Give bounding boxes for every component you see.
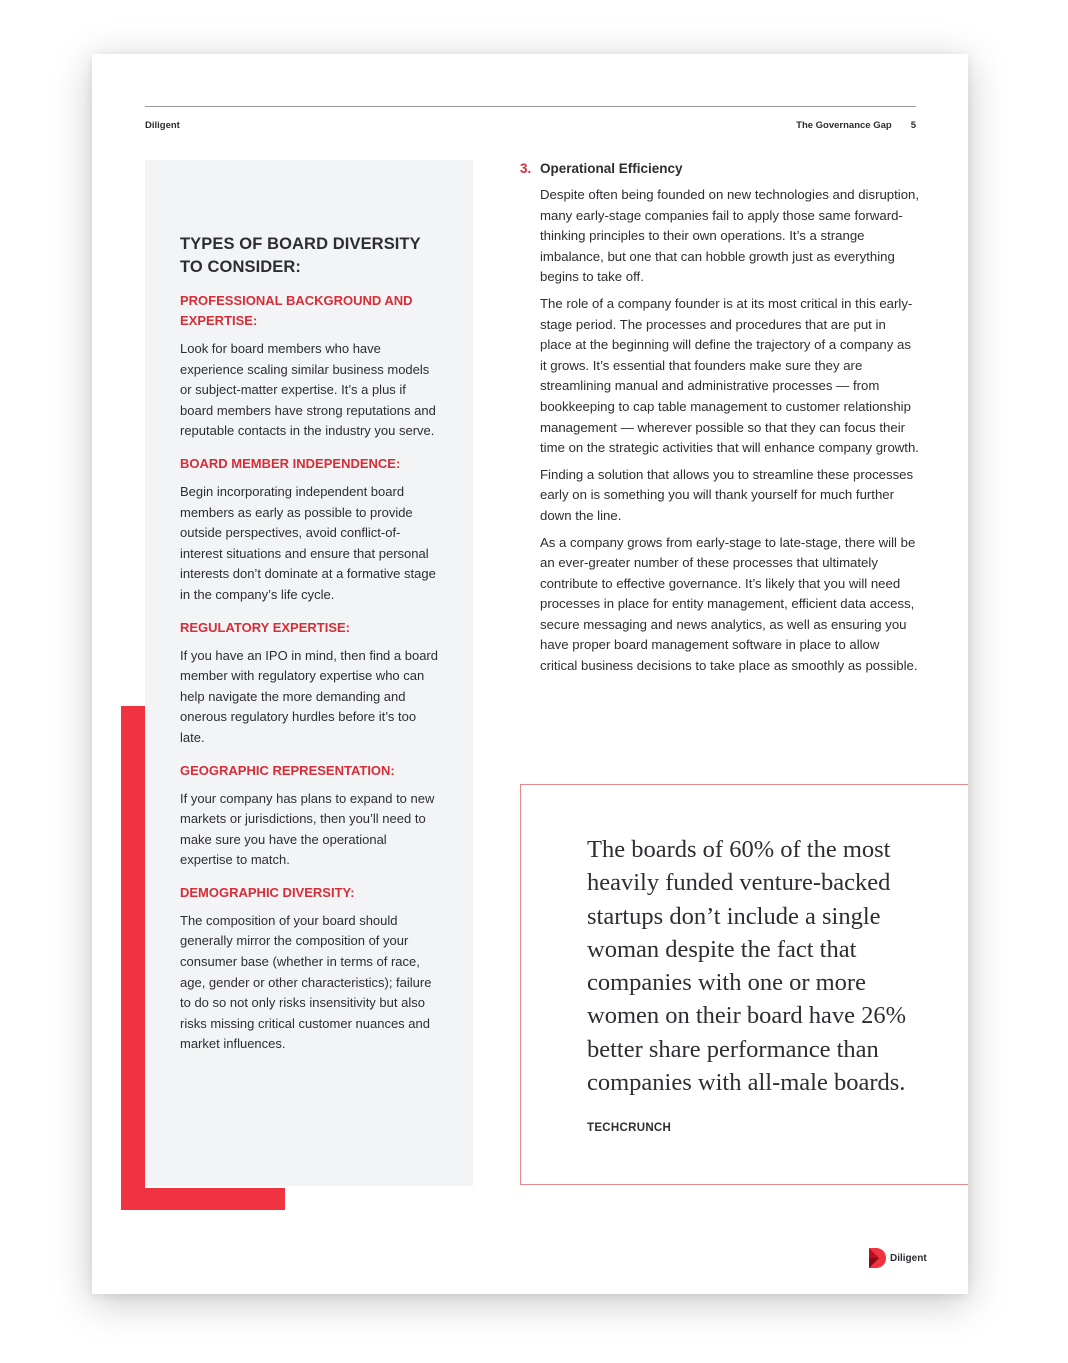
quote-source: TECHCRUNCH [587, 1122, 672, 1134]
document-page [92, 54, 968, 1294]
sidebar-heading-geographic: GEOGRAPHIC REPRESENTATION: [180, 762, 395, 778]
diligent-logo-icon [867, 1247, 887, 1269]
sidebar-heading-professional: PROFESSIONAL BACKGROUND AND EXPERTISE: [180, 293, 413, 328]
paragraph: As a company grows from early-stage to late-stage, there will be an ever-greater number of these processes that ultimately contribute to effective governance. It’s likely that you will need processes in place for entity management, efficient data access, secure messaging and news analytics, as well as ensuring you have proper board management software in place to allow critical business decisions to take place as smoothly as possible. [540, 534, 918, 674]
sidebar-heading-independence: BOARD MEMBER INDEPENDENCE: [180, 455, 401, 471]
red-accent-vertical [121, 706, 145, 1210]
sidebar-title: TYPES OF BOARD DIVERSITY TO CONSIDER: [180, 235, 421, 276]
paragraph: The role of a company founder is at its most critical in this early-stage period. The processes and procedures that are put in place at the beginning will define the trajectory of a company as it grows. It’s essential that founders make sure they are streamlining manual and administrative processes — from bookkeeping to cap table management to customer relationship management — wherever possible so that they can focus their time on the strategic activities that will enhance company growth. [540, 295, 919, 456]
header-right [796, 120, 916, 131]
item-title: Operational Efficiency [540, 161, 683, 176]
sidebar-text-demographic: The composition of your board should generally mirror the composition of your consumer base (whether in terms of race, age, gender or other characteristics); failure to do so not only risks insensitivity but also risks missing critical customer nuances and market influences. [180, 912, 432, 1052]
paragraph: Despite often being founded on new technologies and disruption, many early-stage companies fail to apply those same forward-thinking principles to their own operations. It’s a strange imbalance, but one that can hobble growth just as everything begins to take off. [540, 187, 920, 285]
paragraph: Finding a solution that allows you to streamline these processes early on is something you will thank yourself for much further down the line. [540, 466, 914, 523]
sidebar-content [180, 233, 442, 1067]
quote-text: The boards of 60% of the most heavily funded venture-backed startups don’t include a single woman despite the fact that companies with one or more women on their board have 26% better share performance than companies with all-male boards. [587, 836, 907, 1097]
sidebar-text-geographic: If your company has plans to expand to new markets or jurisdictions, then you’ll need to make sure you have the operational expertise to match. [180, 790, 435, 868]
diversity-sidebar [145, 160, 473, 1186]
header-brand: Diligent [145, 120, 180, 131]
pull-quote [520, 784, 968, 1185]
sidebar-text-independence: Begin incorporating independent board members as early as possible to provide outside perspectives, avoid conflict-of-interest situations and ensure that personal interests don’t dominate at a formative stage in the company’s life cycle. [180, 483, 436, 602]
footer-logo [867, 1247, 927, 1269]
header-page-number: 5 [910, 120, 916, 131]
sidebar-heading-regulatory: REGULATORY EXPERTISE: [180, 619, 350, 635]
footer-logo-text: Diligent [890, 1252, 927, 1264]
header-rule [145, 106, 916, 107]
red-accent-horizontal [121, 1188, 285, 1210]
item-number: 3. [520, 161, 532, 176]
sidebar-text-regulatory: If you have an IPO in mind, then find a board member with regulatory expertise who can help navigate the more demanding and onerous regulatory hurdles before it’s too late. [180, 647, 438, 745]
sidebar-text-professional: Look for board members who have experience scaling similar business models or subject-matter expertise. It’s a plus if board members have strong reputations and reputable contacts in the industry you serve. [180, 341, 436, 439]
header-doc-title: The Governance Gap [796, 120, 892, 131]
sidebar-heading-demographic: DEMOGRAPHIC DIVERSITY: [180, 884, 355, 900]
main-column [520, 159, 920, 683]
